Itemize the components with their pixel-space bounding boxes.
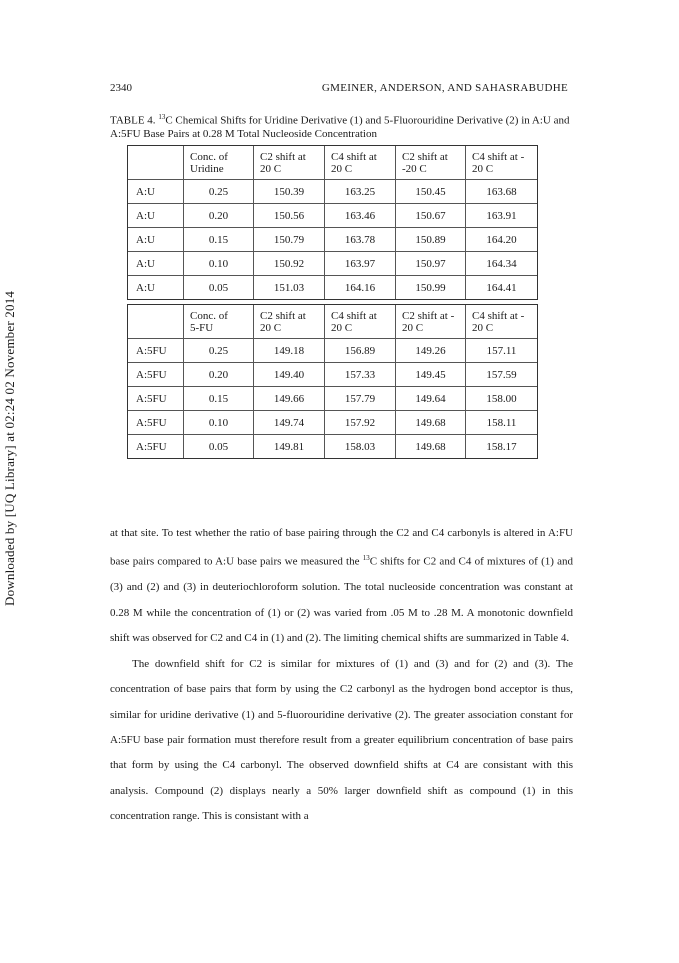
caption-superscript: 13: [158, 113, 166, 121]
table-cell: 0.20: [184, 204, 254, 228]
table-cell: 149.45: [396, 363, 466, 387]
table-cell: 149.68: [396, 435, 466, 459]
table-cell: 156.89: [325, 339, 396, 363]
column-header-line: C4 shift at -: [472, 309, 525, 322]
table-cell: 149.74: [254, 411, 325, 435]
table-cell: 158.03: [325, 435, 396, 459]
column-header-line: Conc. of: [190, 150, 228, 163]
column-header: [325, 146, 396, 180]
column-header: [466, 146, 538, 180]
table-cell: 163.78: [325, 228, 396, 252]
row-label: A:U: [128, 204, 184, 228]
row-label: A:U: [128, 276, 184, 300]
column-header-line: -20 C: [402, 162, 427, 175]
paragraph-1-start: at that site. To test whether the ratio of base pairing through the C2 and C4 carbonyls is altered in A:FU base pairs compared to A:U base pairs we measured the: [110, 527, 573, 569]
table-caption: [110, 111, 572, 141]
table-cell: 163.46: [325, 204, 396, 228]
column-header: [466, 305, 538, 339]
table-cell: 149.68: [396, 411, 466, 435]
table-cell: 157.11: [466, 339, 538, 363]
table-cell: 150.45: [396, 180, 466, 204]
table-cell: 150.67: [396, 204, 466, 228]
table-row: [128, 180, 538, 204]
column-header-line: 5-FU: [190, 321, 214, 334]
table-cell: 0.05: [184, 276, 254, 300]
table-cell: 163.97: [325, 252, 396, 276]
page-number: 2340: [110, 82, 132, 94]
column-header-line: Conc. of: [190, 309, 228, 322]
column-header-line: 20 C: [472, 321, 494, 334]
column-header-line: C2 shift at: [260, 309, 306, 322]
row-label: A:5FU: [128, 387, 184, 411]
table-row: [128, 204, 538, 228]
row-label: A:5FU: [128, 363, 184, 387]
column-header-line: C4 shift at -: [472, 150, 525, 163]
column-header: [325, 305, 396, 339]
table-cell: 158.00: [466, 387, 538, 411]
table-cell: 163.91: [466, 204, 538, 228]
table-cell: 157.92: [325, 411, 396, 435]
body-text: [110, 521, 573, 830]
table-cell: 0.10: [184, 252, 254, 276]
table-header-row: [128, 146, 538, 180]
paragraph-1-superscript: 13: [362, 554, 370, 563]
table-cell: 149.26: [396, 339, 466, 363]
column-header-line: C4 shift at: [331, 309, 377, 322]
table-cell: 158.17: [466, 435, 538, 459]
table-cell: 149.66: [254, 387, 325, 411]
table-cell: 150.92: [254, 252, 325, 276]
table-cell: 151.03: [254, 276, 325, 300]
table-cell: 150.89: [396, 228, 466, 252]
table-row: [128, 387, 538, 411]
table-cell: 164.20: [466, 228, 538, 252]
column-header-line: 20 C: [472, 162, 494, 175]
column-header: [128, 146, 184, 180]
paragraph-1-end: C shifts for C2 and C4 of mixtures of (1) and (3) and (2) and (3) in deuteriochloroform solution. The total nucleoside concentration was constant at 0.28 M while the concentration of (1) or (2) was varied from .05 M to .28 M. A monotonic downfield shift was observed for C2 and C4 in (1) and (2). The limiting chemical shifts are summarized in Table 4.: [110, 556, 573, 645]
table-cell: 157.59: [466, 363, 538, 387]
table-row: [128, 228, 538, 252]
table-row: [128, 339, 538, 363]
table-cell: 149.40: [254, 363, 325, 387]
table-cell: 150.97: [396, 252, 466, 276]
table-cell: 150.79: [254, 228, 325, 252]
column-header: [184, 305, 254, 339]
column-header: [128, 305, 184, 339]
table-row: [128, 276, 538, 300]
table-cell: 0.25: [184, 180, 254, 204]
table-cell: 149.64: [396, 387, 466, 411]
table-cell: 0.20: [184, 363, 254, 387]
table-row: [128, 363, 538, 387]
column-header: [184, 146, 254, 180]
row-label: A:U: [128, 252, 184, 276]
column-header-line: C2 shift at: [402, 150, 448, 163]
table-cell: 157.79: [325, 387, 396, 411]
table-cell: 149.81: [254, 435, 325, 459]
column-header-line: C4 shift at: [331, 150, 377, 163]
row-label: A:5FU: [128, 339, 184, 363]
column-header-line: 20 C: [331, 162, 353, 175]
table-cell: 150.39: [254, 180, 325, 204]
table-row: [128, 252, 538, 276]
caption-prefix: TABLE 4.: [110, 114, 159, 127]
table-fluorouridine: [127, 304, 538, 459]
table-cell: 0.15: [184, 387, 254, 411]
table-cell: 150.99: [396, 276, 466, 300]
table-cell: 0.15: [184, 228, 254, 252]
download-watermark: Downloaded by [UQ Library] at 02:24 02 November 2014: [2, 290, 17, 606]
table-cell: 164.16: [325, 276, 396, 300]
table-uridine: [127, 145, 538, 300]
table-header-row: [128, 305, 538, 339]
row-label: A:5FU: [128, 411, 184, 435]
table-cell: 164.41: [466, 276, 538, 300]
column-header-line: 20 C: [260, 162, 282, 175]
table-cell: 163.68: [466, 180, 538, 204]
table-cell: 150.56: [254, 204, 325, 228]
caption-text: C Chemical Shifts for Uridine Derivative (1) and 5-Fluorouridine Derivative (2) in A:U and A:5FU Base Pairs at 0.28 M Total Nucleoside Concentration: [110, 114, 570, 140]
row-label: A:5FU: [128, 435, 184, 459]
column-header-line: 20 C: [260, 321, 282, 334]
table-cell: 164.34: [466, 252, 538, 276]
table-cell: 163.25: [325, 180, 396, 204]
row-label: A:U: [128, 180, 184, 204]
table-row: [128, 411, 538, 435]
table-cell: 149.18: [254, 339, 325, 363]
table-cell: 157.33: [325, 363, 396, 387]
column-header: [396, 305, 466, 339]
column-header: [396, 146, 466, 180]
table-cell: 0.25: [184, 339, 254, 363]
column-header-line: C2 shift at -: [402, 309, 455, 322]
column-header-line: C2 shift at: [260, 150, 306, 163]
paragraph-1: [110, 521, 573, 652]
paragraph-2: The downfield shift for C2 is similar for mixtures of (1) and (3) and for (2) and (3). The concentration of base pairs that form by using the C2 carbonyl as the hydrogen bond acceptor is thus, similar for uridine derivative (1) and 5-fluorouridine derivative (2). The greater association constant for A:5FU base pair formation must therefore result from a greater equilibrium concentration of base pairs that form by using the C4 carbonyl. The observed downfield shifts at C4 are consistant with this analysis. Compound (2) displays nearly a 50% larger downfield shift as compound (1) in this concentration range. This is consistant with a: [110, 657, 573, 823]
running-head: GMEINER, ANDERSON, AND SAHASRABUDHE: [321, 82, 568, 94]
table-cell: 0.05: [184, 435, 254, 459]
table-cell: 0.10: [184, 411, 254, 435]
column-header-line: Uridine: [190, 162, 224, 175]
table-cell: 158.11: [466, 411, 538, 435]
column-header: [254, 146, 325, 180]
row-label: A:U: [128, 228, 184, 252]
column-header: [254, 305, 325, 339]
column-header-line: 20 C: [402, 321, 424, 334]
column-header-line: 20 C: [331, 321, 353, 334]
table-row: [128, 435, 538, 459]
